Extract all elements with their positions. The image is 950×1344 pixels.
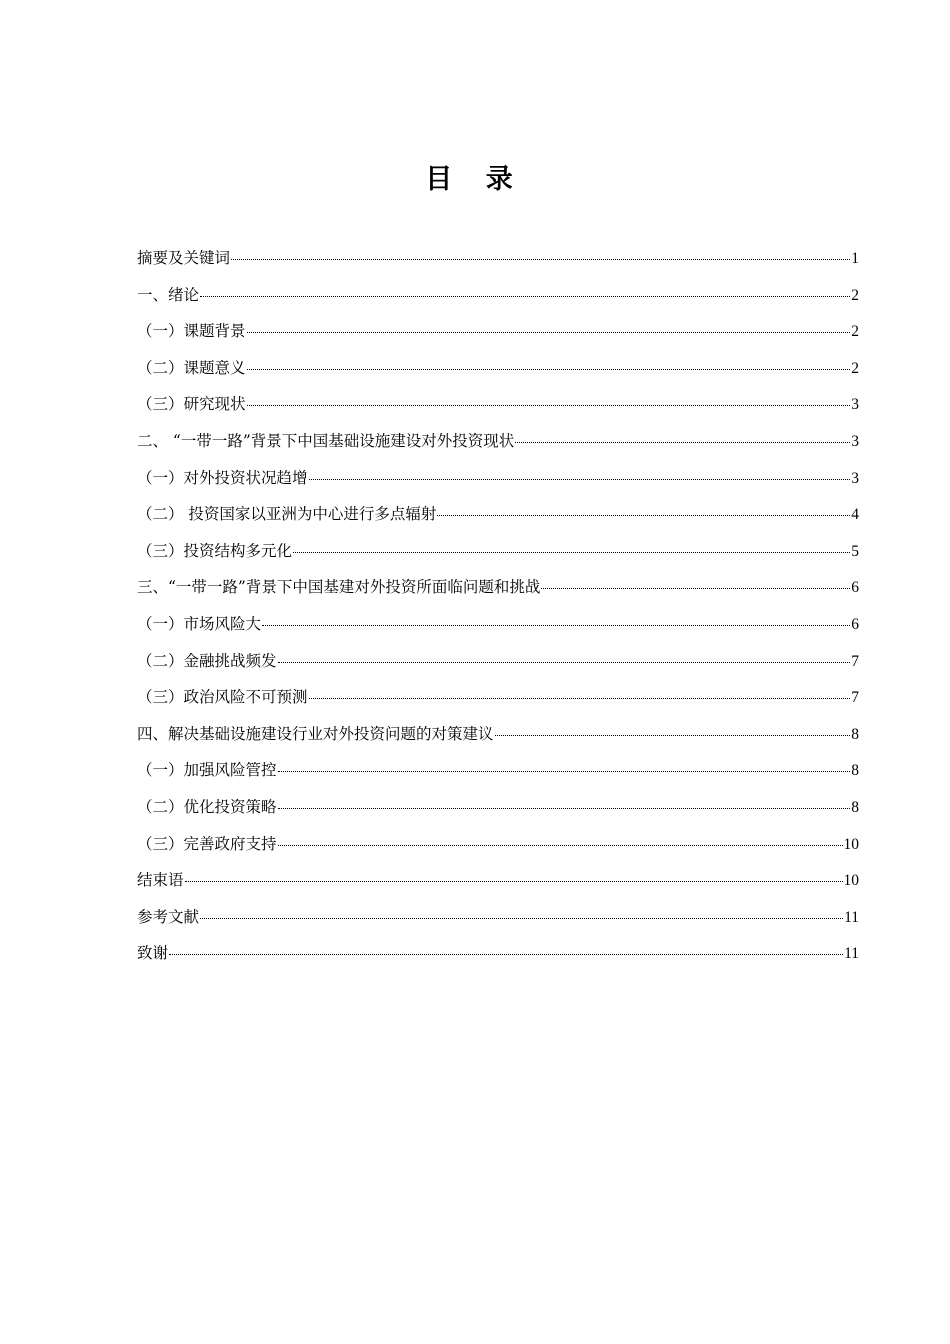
toc-entry[interactable] xyxy=(137,460,859,497)
toc-entry-label: （一）加强风险管控 xyxy=(137,761,277,780)
dot-leader xyxy=(185,881,843,882)
toc-entry-page: 3 xyxy=(851,396,859,414)
toc-entry-page: 10 xyxy=(843,872,859,890)
dot-leader xyxy=(231,259,850,260)
toc-entry[interactable] xyxy=(137,935,859,972)
toc-entry-page: 5 xyxy=(851,542,859,560)
toc-entry-page: 7 xyxy=(851,689,859,707)
toc-entry-page: 8 xyxy=(851,798,859,816)
toc-entry[interactable] xyxy=(137,386,859,423)
toc-entry-page: 11 xyxy=(844,945,859,963)
dot-leader xyxy=(200,296,850,297)
toc-entry[interactable] xyxy=(137,569,859,606)
toc-entry[interactable] xyxy=(137,826,859,863)
toc-entry[interactable] xyxy=(137,350,859,387)
dot-leader xyxy=(541,588,850,589)
toc-entry-page: 3 xyxy=(851,469,859,487)
dot-leader xyxy=(262,625,850,626)
toc-entry-page: 2 xyxy=(851,286,859,304)
toc-entry-label: （二）课题意义 xyxy=(137,358,246,377)
toc-entry-label: （二）优化投资策略 xyxy=(137,797,277,816)
toc-entry-page: 3 xyxy=(851,432,859,450)
toc-entry[interactable] xyxy=(137,789,859,826)
page-title: 目 录 xyxy=(425,164,525,195)
toc-entry-label: （一）市场风险大 xyxy=(137,614,262,633)
toc-entry-page: 8 xyxy=(851,762,859,780)
toc-entry-label: 结束语 xyxy=(137,871,184,890)
toc-entry-label: 一、绪论 xyxy=(137,285,200,304)
toc-entry[interactable] xyxy=(137,277,859,314)
toc-entry[interactable] xyxy=(137,533,859,570)
dot-leader xyxy=(247,369,851,370)
dot-leader xyxy=(247,332,851,333)
toc-entry-label: 二、 “一带一路”背景下中国基础设施建设对外投资现状 xyxy=(137,431,515,450)
toc-entry-label: 参考文献 xyxy=(137,907,200,926)
dot-leader xyxy=(169,954,843,955)
toc-entry[interactable] xyxy=(137,643,859,680)
toc-entry-page: 2 xyxy=(851,359,859,377)
toc-entry[interactable] xyxy=(137,752,859,789)
toc-entry-page: 6 xyxy=(851,615,859,633)
toc-entry[interactable] xyxy=(137,899,859,936)
toc-entry-label: （二）金融挑战频发 xyxy=(137,651,277,670)
dot-leader xyxy=(309,479,851,480)
dot-leader xyxy=(309,698,851,699)
dot-leader xyxy=(293,552,850,553)
dot-leader xyxy=(278,771,851,772)
toc-entry-label: （三）政治风险不可预测 xyxy=(137,688,308,707)
toc-entry-label: （一）对外投资状况趋增 xyxy=(137,468,308,487)
dot-leader xyxy=(515,442,850,443)
dot-leader xyxy=(278,845,843,846)
toc-entry-page: 2 xyxy=(851,323,859,341)
toc-entry-page: 6 xyxy=(851,579,859,597)
table-of-contents xyxy=(137,240,859,972)
dot-leader xyxy=(437,515,850,516)
toc-entry-page: 8 xyxy=(851,725,859,743)
dot-leader xyxy=(247,405,851,406)
toc-entry-page: 4 xyxy=(851,506,859,524)
dot-leader xyxy=(200,918,843,919)
toc-entry-page: 7 xyxy=(851,652,859,670)
toc-entry-label: 致谢 xyxy=(137,944,169,963)
toc-entry[interactable] xyxy=(137,679,859,716)
dot-leader xyxy=(495,735,851,736)
toc-entry-label: 摘要及关键词 xyxy=(137,249,231,267)
toc-entry-page: 10 xyxy=(843,835,859,853)
toc-entry-label: 三、“一带一路”背景下中国基建对外投资所面临问题和挑战 xyxy=(137,578,541,597)
toc-entry-label: 四、解决基础设施建设行业对外投资问题的对策建议 xyxy=(137,724,494,743)
toc-entry-label: （二） 投资国家以亚洲为中心进行多点辐射 xyxy=(137,505,437,524)
dot-leader xyxy=(278,662,851,663)
toc-entry[interactable] xyxy=(137,496,859,533)
toc-entry[interactable] xyxy=(137,716,859,753)
toc-entry[interactable] xyxy=(137,606,859,643)
toc-entry-label: （三）完善政府支持 xyxy=(137,834,277,853)
toc-entry-page: 1 xyxy=(851,250,859,267)
toc-entry[interactable] xyxy=(137,862,859,899)
toc-entry[interactable] xyxy=(137,313,859,350)
toc-entry-label: （三）投资结构多元化 xyxy=(137,541,293,560)
toc-entry-label: （三）研究现状 xyxy=(137,395,246,414)
toc-entry[interactable] xyxy=(137,423,859,460)
toc-entry-label: （一）课题背景 xyxy=(137,322,246,341)
toc-entry-page: 11 xyxy=(844,908,859,926)
toc-entry[interactable] xyxy=(137,240,859,277)
dot-leader xyxy=(278,808,851,809)
